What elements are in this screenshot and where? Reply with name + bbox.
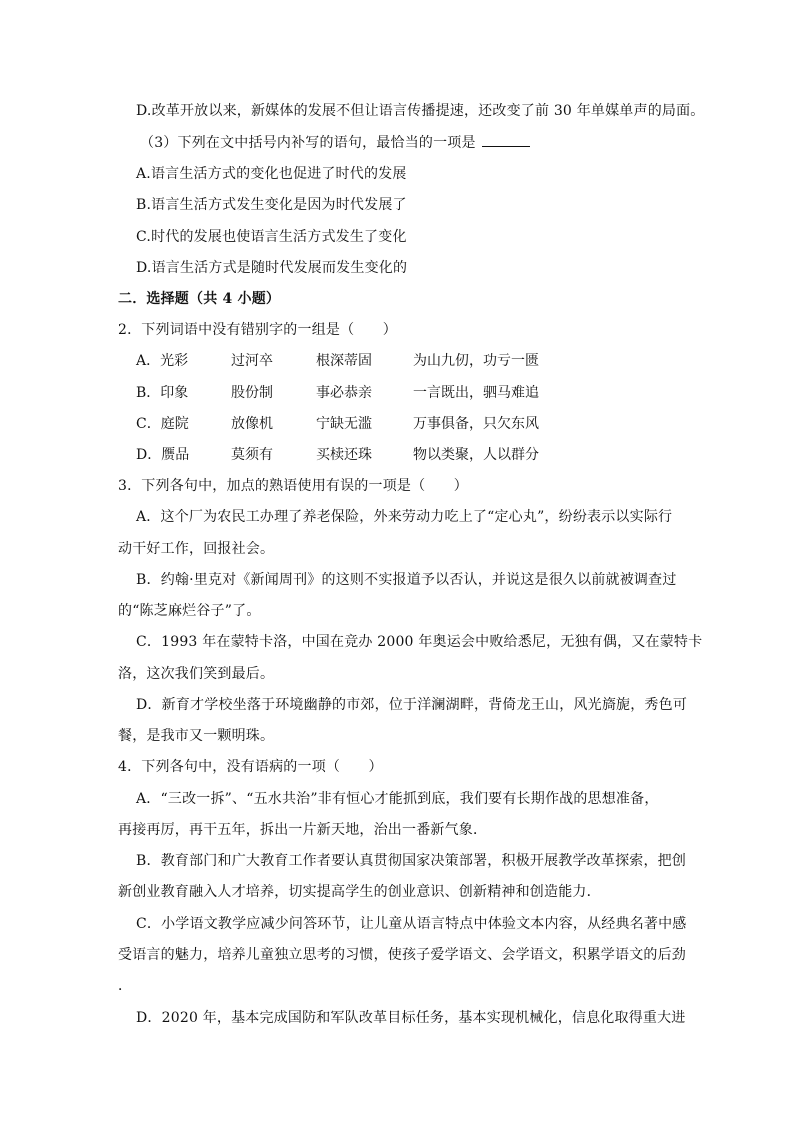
q3-option-a-line-1: A．这个厂为农民工办理了养老保险，外来劳动力吃上了“定心丸”，纷纷表示以实际行 bbox=[136, 509, 673, 525]
q1-sub3-text: （3）下列在文中括号内补写的语句，最恰当的一项是 bbox=[140, 135, 476, 151]
q4-option-c-line-3: ． bbox=[118, 978, 133, 994]
q4-option-c-line-1: C．小学语文教学应减少问答环节，让儿童从语言特点中体验文本内容，从经典名著中感 bbox=[136, 916, 687, 932]
q2-d-word-4: 物以类聚，人以群分 bbox=[413, 447, 539, 463]
q1-sub3-option-c: C.时代的发展也使语言生活方式发生了变化 bbox=[136, 229, 407, 245]
q3-option-c-line-1: C．1993 年在蒙特卡洛，中国在竞办 2000 年奥运会中败给悉尼，无独有偶，又在蒙特卡 bbox=[136, 634, 703, 650]
q4-option-a-line-1: A．“三改一拆”、“五水共治”非有恒心才能抓到底，我们要有长期作战的思想准备， bbox=[136, 791, 659, 807]
q2-c-word-2: 放像机 bbox=[231, 416, 273, 432]
q3-option-a-line-2: 动干好工作，回报社会。 bbox=[118, 541, 275, 557]
q3-option-d-line-1: D．新育才学校坐落于环境幽静的市郊，位于洋澜湖畔，背倚龙王山，风光旖旎，秀色可 bbox=[136, 697, 688, 713]
q4-option-b-line-2: 新创业教育融入人才培养，切实提高学生的创业意识、创新精神和创造能力． bbox=[118, 884, 601, 900]
q4-stem: 4．下列各句中，没有语病的一项（ ） bbox=[118, 759, 383, 775]
q2-b-word-3: 事必恭亲 bbox=[316, 385, 372, 401]
q3-option-c-line-2: 洛，这次我们笑到最后。 bbox=[118, 666, 275, 682]
q2-d-word-2: 莫须有 bbox=[231, 447, 273, 463]
q4-option-c-line-2: 受语言的魅力，培养儿童独立思考的习惯，使孩子爱学语文、会学语文，积累学语文的后劲 bbox=[118, 947, 686, 963]
q4-option-b-line-1: B．教育部门和广大教育工作者要认真贯彻国家决策部署，积极开展教学改革探索，把创 bbox=[136, 853, 687, 869]
q3-option-b-line-1: B．约翰·里克对《新闻周刊》的这则不实报道予以否认，并说这是很久以前就被调查过 bbox=[136, 572, 677, 588]
q2-c-word-1: C．庭院 bbox=[136, 416, 189, 432]
q4-option-d-line-1: D．2020 年，基本完成国防和军队改革目标任务，基本实现机械化，信息化取得重大进 bbox=[136, 1010, 686, 1026]
q1-sub3-option-a: A.语言生活方式的变化也促进了时代的发展 bbox=[136, 166, 407, 182]
q2-stem: 2．下列词语中没有错别字的一组是（ ） bbox=[118, 322, 397, 338]
q3-option-d-line-2: 餐，是我市又一颗明珠。 bbox=[118, 728, 275, 744]
q2-a-word-2: 过河卒 bbox=[231, 353, 273, 369]
q2-c-word-4: 万事俱备，只欠东风 bbox=[413, 416, 539, 432]
q1-sub3-stem bbox=[140, 133, 530, 153]
q2-a-word-1: A．光彩 bbox=[136, 353, 189, 369]
q2-d-word-1: D．赝品 bbox=[136, 447, 190, 463]
q2-c-word-3: 宁缺无滥 bbox=[316, 416, 372, 432]
q2-b-word-1: B．印象 bbox=[136, 385, 189, 401]
q3-option-b-line-2: 的“陈芝麻烂谷子”了。 bbox=[118, 603, 261, 619]
q4-option-a-line-2: 再接再厉，再干五年，拆出一片新天地，治出一番新气象． bbox=[118, 822, 488, 838]
q2-d-word-3: 买椟还珠 bbox=[316, 447, 372, 463]
q2-a-word-4: 为山九仞，功亏一匮 bbox=[413, 353, 539, 369]
q2-b-word-2: 股份制 bbox=[231, 385, 273, 401]
answer-blank bbox=[482, 134, 530, 147]
q3-stem: 3．下列各句中，加点的熟语使用有误的一项是（ ） bbox=[118, 478, 468, 494]
q1-sub3-option-b: B.语言生活方式发生变化是因为时代发展了 bbox=[136, 197, 407, 213]
q1-sub3-option-d: D.语言生活方式是随时代发展而发生变化的 bbox=[136, 260, 408, 276]
q2-b-word-4: 一言既出，驷马难追 bbox=[413, 385, 539, 401]
section-heading: 二．选择题（共 4 小题） bbox=[118, 291, 281, 307]
q1-option-d: D.改革开放以来，新媒体的发展不但让语言传播提速，还改变了前 30 年单媒单声的局面。 bbox=[136, 103, 705, 119]
q2-a-word-3: 根深蒂固 bbox=[316, 353, 372, 369]
